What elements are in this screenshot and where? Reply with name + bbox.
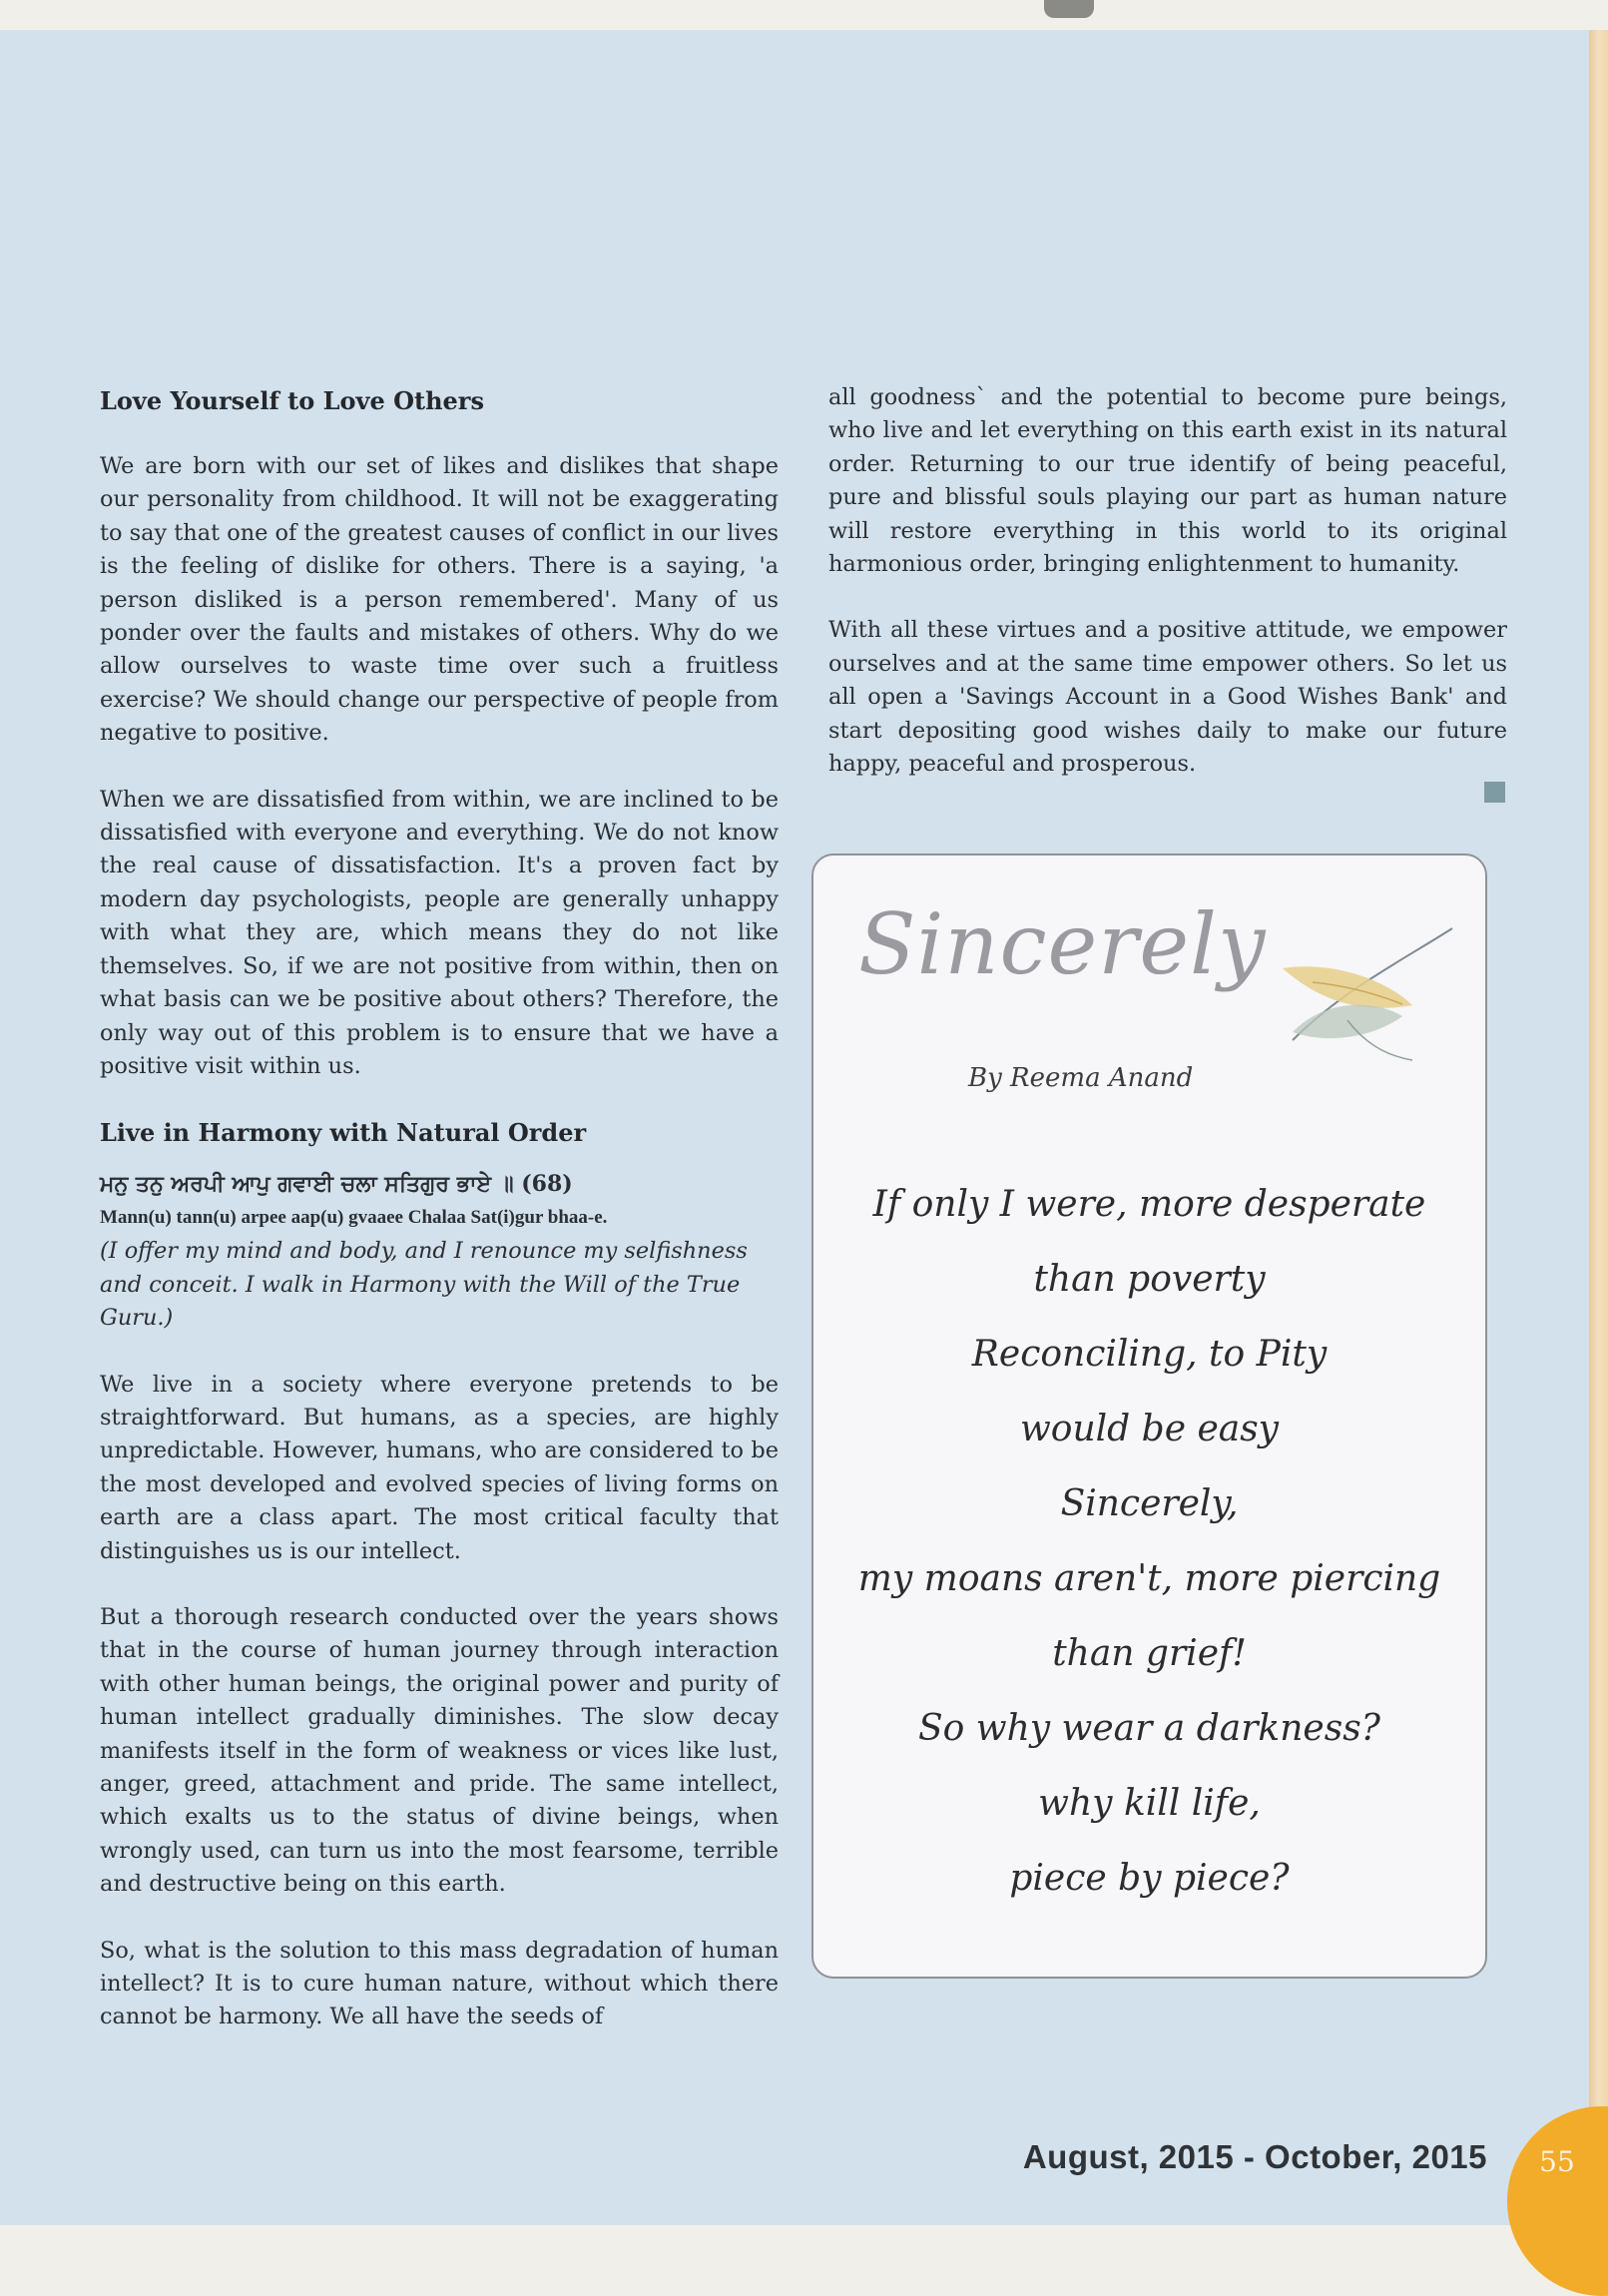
paragraph-4: But a thorough research conducted over the years shows that in the course of human journey through interaction with other human beings, the original power and purity of human intellect gradually diminishes. The slow decay manifests itself in the form of weakness or vices like lust, anger, greed, attachment and pride. The same intellect, which exalts us to the status of divine beings, when wrongly used, can turn us into the most fearsome, terrible and destructive being on this earth. — [100, 1603, 779, 1898]
heading-love-yourself: Love Yourself to Love Others — [100, 386, 484, 415]
article-end-square-icon — [1484, 782, 1505, 803]
poem-box — [811, 854, 1487, 1979]
paragraph-6: all goodness` and the potential to become pure beings, who live and let everything on this earth exist in its natural order. Returning to our true identify of being peaceful, pure and blissful souls playing our part as human nature will restore everything in this world to its original harmonious order, bringing enlightenment to humanity. — [828, 384, 1507, 578]
poem-line: why kill life, — [1038, 1783, 1261, 1824]
feather-icon — [1253, 920, 1472, 1070]
verse-gurmukhi: ਮਨੁ ਤਨੁ ਅਰਪੀ ਆਪੁ ਗਵਾਈ ਚਲਾ ਸਤਿਗੁਰ ਭਾਏ ॥ (68) — [100, 1171, 573, 1198]
paragraph-2: When we are dissatisfied from within, we are inclined to be dissatisfied with everyone and everything. We do not know the real cause of dissatisfaction. It's a proven fact by modern day psychologists, people are generally unhappy with what they are, which means they do not like themselves. So, if we are not positive from within, then on what basis can we be positive about others? Therefore, the only way out of this problem is to ensure that we have a positive visit within us. — [100, 786, 779, 1079]
verse-transliteration: Mann(u) tann(u) arpee aap(u) gvaaee Chalaa Sat(i)gur bhaa-e. — [100, 1207, 608, 1229]
verse-block — [100, 1167, 779, 1335]
poem-author: By Reema Anand — [968, 1063, 1194, 1093]
page-edge — [1589, 30, 1608, 2225]
poem-line: So why wear a darkness? — [918, 1708, 1380, 1749]
poem-line: my moans aren't, more piercing — [857, 1558, 1441, 1599]
verse-translation: (I offer my mind and body, and I renounce my selfishness and conceit. I walk in Harmony with the Will of the True Guru.) — [100, 1238, 748, 1332]
heading-live-in-harmony: Live in Harmony with Natural Order — [100, 1118, 587, 1148]
page-number: 55 — [1539, 2145, 1575, 2178]
paragraph-7: With all these virtues and a positive attitude, we empower ourselves and at the same time empower others. So let us all open a 'Savings Account in a Good Wishes Bank' and start depositing good wishes daily to make our future happy, peaceful and prosperous. — [828, 617, 1507, 778]
poem-line: than grief! — [1052, 1633, 1247, 1674]
poem-line: Sincerely, — [1060, 1483, 1239, 1524]
poem-lines — [813, 1167, 1485, 1916]
poem-title: Sincerely — [858, 895, 1267, 993]
paragraph-1: We are born with our set of likes and dislikes that shape our personality from childhood. It will not be exaggerating to say that one of the greatest causes of conflict in our lives is the feeling of dislike for others. There is a saying, 'a person disliked is a person remembered'. Many of us ponder over the faults and mistakes of others. Why do we allow ourselves to waste time over such a fruitless exercise? We should change our perspective of people from negative to positive. — [100, 453, 779, 747]
right-column — [828, 381, 1507, 814]
paragraph-3: We live in a society where everyone pretends to be straightforward. But humans, as a species, are highly unpredictable. However, humans, who are considered to be the most developed and evolved species of living forms on earth are a class apart. The most critical faculty that distinguishes us is our intellect. — [100, 1371, 779, 1564]
poem-line: If only I were, more desperate — [872, 1184, 1426, 1225]
binder-clip — [1044, 0, 1094, 18]
issue-date: August, 2015 - October, 2015 — [1022, 2138, 1487, 2175]
poem-line: than poverty — [1033, 1259, 1266, 1300]
poem-line: Reconciling, to Pity — [971, 1334, 1328, 1375]
poem-line: piece by piece? — [1009, 1858, 1290, 1899]
poem-line: would be easy — [1019, 1409, 1280, 1449]
paragraph-5: So, what is the solution to this mass degradation of human intellect? It is to cure human nature, without which there cannot be harmony. We all have the seeds of — [100, 1937, 779, 2030]
left-column — [100, 384, 779, 2067]
